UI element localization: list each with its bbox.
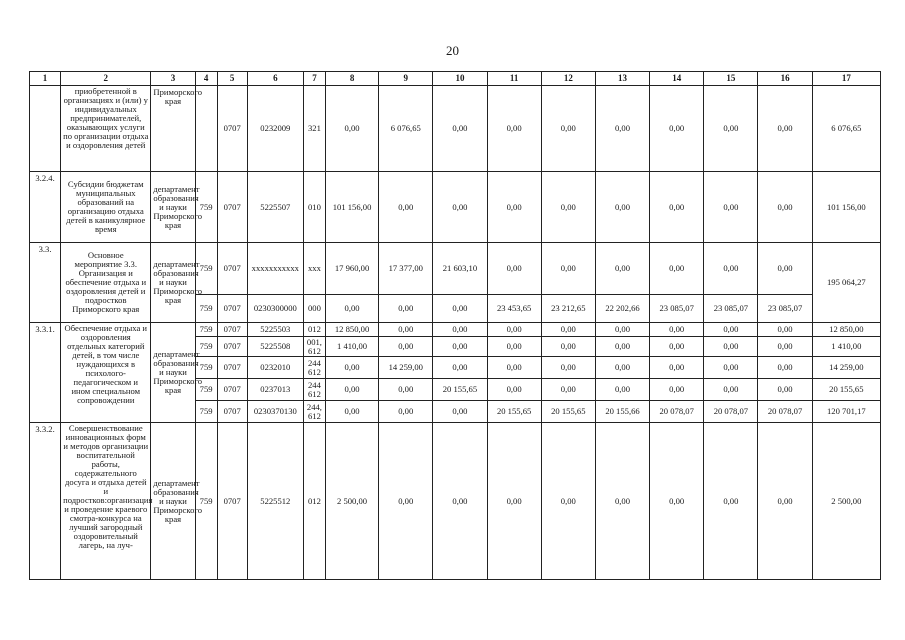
cell-value: 0,00 xyxy=(595,423,649,580)
header-cell: 16 xyxy=(758,72,812,86)
cell-total: 1 410,00 xyxy=(812,337,880,357)
cell-value: 0,00 xyxy=(758,172,812,242)
cell-value: 20 155,65 xyxy=(433,379,487,401)
cell-value: 12 850,00 xyxy=(325,322,378,336)
cell-total: 12 850,00 xyxy=(812,322,880,336)
header-cell: 5 xyxy=(217,72,247,86)
header-cell: 3 xyxy=(151,72,195,86)
row-id: 3.3.2. xyxy=(30,423,61,580)
cell-vr: 244, 612 xyxy=(303,401,325,423)
cell-value: 23 085,07 xyxy=(758,294,812,322)
cell-rzpr: 0707 xyxy=(217,172,247,242)
header-row xyxy=(30,72,881,86)
cell-csr: 0232010 xyxy=(247,357,303,379)
cell-csr: 0232009 xyxy=(247,86,303,172)
cell-value: 0,00 xyxy=(650,337,704,357)
cell-value: 0,00 xyxy=(758,242,812,294)
cell-total: 20 155,65 xyxy=(812,379,880,401)
cell-value: 0,00 xyxy=(379,172,433,242)
cell-value: 0,00 xyxy=(487,337,541,357)
cell-value: 0,00 xyxy=(704,86,758,172)
cell-value: 14 259,00 xyxy=(379,357,433,379)
cell-grbs: 759 xyxy=(195,357,217,379)
cell-value: 0,00 xyxy=(704,357,758,379)
cell-value: 0,00 xyxy=(704,242,758,294)
cell-value: 0,00 xyxy=(379,379,433,401)
cell-vr: 000 xyxy=(303,294,325,322)
cell-value: 0,00 xyxy=(433,423,487,580)
row-id: 3.2.4. xyxy=(30,172,61,242)
row-description: Обеспечение отдыха и оздоровления отдельных категорий детей, в том числе нуждающихся в психолого-педагогическом и ином специальном сопровождении xyxy=(61,322,151,422)
cell-vr: 012 xyxy=(303,322,325,336)
cell-value: 0,00 xyxy=(541,423,595,580)
table-row xyxy=(30,172,881,242)
cell-value: 0,00 xyxy=(650,86,704,172)
cell-grbs: 759 xyxy=(195,322,217,336)
table-row xyxy=(30,242,881,294)
cell-value: 0,00 xyxy=(595,242,649,294)
cell-value: 0,00 xyxy=(433,86,487,172)
cell-value: 0,00 xyxy=(325,379,378,401)
cell-value: 0,00 xyxy=(704,379,758,401)
cell-value: 0,00 xyxy=(325,86,378,172)
cell-value: 0,00 xyxy=(650,322,704,336)
cell-value: 0,00 xyxy=(487,322,541,336)
cell-value: 23 085,07 xyxy=(650,294,704,322)
cell-value: 1 410,00 xyxy=(325,337,378,357)
cell-vr: ххх xyxy=(303,242,325,294)
cell-value: 0,00 xyxy=(758,337,812,357)
cell-value: 20 078,07 xyxy=(758,401,812,423)
cell-value: 101 156,00 xyxy=(325,172,378,242)
cell-value: 0,00 xyxy=(595,379,649,401)
cell-value: 20 155,66 xyxy=(595,401,649,423)
cell-value: 0,00 xyxy=(541,322,595,336)
header-cell: 13 xyxy=(595,72,649,86)
cell-csr: 5225512 xyxy=(247,423,303,580)
cell-value: 0,00 xyxy=(379,322,433,336)
budget-table xyxy=(29,71,881,580)
cell-value: 0,00 xyxy=(379,401,433,423)
cell-value: 0,00 xyxy=(433,357,487,379)
cell-value: 2 500,00 xyxy=(325,423,378,580)
cell-value: 0,00 xyxy=(650,357,704,379)
cell-rzpr: 0707 xyxy=(217,86,247,172)
cell-grbs: 759 xyxy=(195,337,217,357)
cell-value: 0,00 xyxy=(704,423,758,580)
header-cell: 10 xyxy=(433,72,487,86)
cell-value: 17 377,00 xyxy=(379,242,433,294)
cell-vr: 012 xyxy=(303,423,325,580)
cell-value: 0,00 xyxy=(595,357,649,379)
cell-grbs: 759 xyxy=(195,401,217,423)
row-id: 3.3. xyxy=(30,242,61,322)
cell-total: 2 500,00 xyxy=(812,423,880,580)
row-description: Субсидии бюджетам муниципальных образований на организацию отдыха детей в каникулярное время xyxy=(61,172,151,242)
cell-rzpr: 0707 xyxy=(217,379,247,401)
cell-rzpr: 0707 xyxy=(217,337,247,357)
row-department: департамент образования и науки Приморского края xyxy=(151,322,195,422)
cell-total: 101 156,00 xyxy=(812,172,880,242)
cell-vr: 244 612 xyxy=(303,379,325,401)
page-number: 20 xyxy=(446,43,459,58)
cell-grbs: 759 xyxy=(195,423,217,580)
row-id: 3.3.1. xyxy=(30,322,61,422)
cell-value: 0,00 xyxy=(433,172,487,242)
row-department: департамент образования и науки Приморского края xyxy=(151,242,195,322)
cell-value: 0,00 xyxy=(704,172,758,242)
cell-csr: 0237013 xyxy=(247,379,303,401)
cell-value: 0,00 xyxy=(325,357,378,379)
cell-grbs: 759 xyxy=(195,172,217,242)
cell-total: 195 064,27 xyxy=(812,242,880,322)
cell-value: 0,00 xyxy=(758,379,812,401)
header-cell: 1 xyxy=(30,72,61,86)
cell-value: 0,00 xyxy=(595,337,649,357)
header-cell: 4 xyxy=(195,72,217,86)
cell-rzpr: 0707 xyxy=(217,423,247,580)
cell-value: 0,00 xyxy=(704,322,758,336)
cell-total: 6 076,65 xyxy=(812,86,880,172)
cell-total: 14 259,00 xyxy=(812,357,880,379)
row-id xyxy=(30,86,61,172)
cell-value: 0,00 xyxy=(379,294,433,322)
cell-value: 0,00 xyxy=(541,86,595,172)
header-cell: 9 xyxy=(379,72,433,86)
cell-value: 0,00 xyxy=(487,242,541,294)
cell-total: 120 701,17 xyxy=(812,401,880,423)
table-row xyxy=(30,86,881,172)
cell-grbs: 759 xyxy=(195,379,217,401)
cell-value: 0,00 xyxy=(325,294,378,322)
row-description: Основное мероприятие 3.3. Организация и обеспечение отдыха и оздоровления детей и подростков Приморского края xyxy=(61,242,151,322)
cell-value: 0,00 xyxy=(650,379,704,401)
cell-value: 17 960,00 xyxy=(325,242,378,294)
cell-csr: 5225508 xyxy=(247,337,303,357)
cell-csr: 5225507 xyxy=(247,172,303,242)
cell-value: 6 076,65 xyxy=(379,86,433,172)
cell-value: 0,00 xyxy=(758,86,812,172)
header-cell: 7 xyxy=(303,72,325,86)
cell-value: 22 202,66 xyxy=(595,294,649,322)
row-description: Совершенствование инновационных форм и методов организации воспитательной работы, содержательного досуга и отдыха детей и подростков:организация и проведение краевого смотра-конкурса на лучший загородный оздоровительный лагерь, на луч- xyxy=(61,423,151,580)
header-cell: 17 xyxy=(812,72,880,86)
cell-value: 0,00 xyxy=(650,423,704,580)
cell-value: 0,00 xyxy=(758,357,812,379)
cell-value: 0,00 xyxy=(325,401,378,423)
cell-value: 20 155,65 xyxy=(541,401,595,423)
cell-csr: 5225503 xyxy=(247,322,303,336)
table-row xyxy=(30,322,881,336)
header-cell: 14 xyxy=(650,72,704,86)
cell-value: 23 212,65 xyxy=(541,294,595,322)
cell-value: 0,00 xyxy=(487,379,541,401)
cell-value: 0,00 xyxy=(704,337,758,357)
row-description: приобретенной в организациях и (или) у индивидуальных предпринимателей, оказывающих услуги по организации отдыха и оздоровления детей xyxy=(61,86,151,172)
cell-value: 20 155,65 xyxy=(487,401,541,423)
cell-value: 23 085,07 xyxy=(704,294,758,322)
cell-value: 0,00 xyxy=(650,172,704,242)
cell-value: 0,00 xyxy=(541,379,595,401)
cell-value: 0,00 xyxy=(541,337,595,357)
cell-rzpr: 0707 xyxy=(217,322,247,336)
cell-vr: 010 xyxy=(303,172,325,242)
cell-rzpr: 0707 xyxy=(217,242,247,294)
cell-vr: 321 xyxy=(303,86,325,172)
cell-value: 0,00 xyxy=(487,423,541,580)
cell-value: 23 453,65 xyxy=(487,294,541,322)
header-cell: 12 xyxy=(541,72,595,86)
cell-value: 0,00 xyxy=(433,401,487,423)
cell-value: 0,00 xyxy=(487,172,541,242)
cell-rzpr: 0707 xyxy=(217,357,247,379)
cell-value: 0,00 xyxy=(379,337,433,357)
cell-csr: ххххххххххх xyxy=(247,242,303,294)
header-cell: 2 xyxy=(61,72,151,86)
cell-value: 20 078,07 xyxy=(650,401,704,423)
cell-value: 0,00 xyxy=(595,322,649,336)
cell-value: 0,00 xyxy=(758,423,812,580)
cell-rzpr: 0707 xyxy=(217,294,247,322)
cell-value: 0,00 xyxy=(758,322,812,336)
cell-value: 0,00 xyxy=(379,423,433,580)
cell-grbs xyxy=(195,86,217,172)
cell-grbs: 759 xyxy=(195,242,217,294)
cell-vr: 001, 612 xyxy=(303,337,325,357)
cell-csr: 0230300000 xyxy=(247,294,303,322)
cell-value: 0,00 xyxy=(433,294,487,322)
header-cell: 6 xyxy=(247,72,303,86)
cell-value: 0,00 xyxy=(541,242,595,294)
row-department: департамент образования и науки Приморского края xyxy=(151,423,195,580)
cell-csr: 0230370130 xyxy=(247,401,303,423)
cell-vr: 244 612 xyxy=(303,357,325,379)
cell-value: 0,00 xyxy=(595,172,649,242)
cell-value: 0,00 xyxy=(650,242,704,294)
cell-value: 0,00 xyxy=(595,86,649,172)
table-row xyxy=(30,423,881,580)
cell-value: 0,00 xyxy=(541,172,595,242)
cell-rzpr: 0707 xyxy=(217,401,247,423)
cell-value: 0,00 xyxy=(541,357,595,379)
row-department: департамент образования и науки Приморского края xyxy=(151,172,195,242)
header-cell: 15 xyxy=(704,72,758,86)
cell-grbs: 759 xyxy=(195,294,217,322)
cell-value: 21 603,10 xyxy=(433,242,487,294)
row-department: Приморского края xyxy=(151,86,195,172)
cell-value: 20 078,07 xyxy=(704,401,758,423)
cell-value: 0,00 xyxy=(487,86,541,172)
header-cell: 11 xyxy=(487,72,541,86)
header-cell: 8 xyxy=(325,72,378,86)
cell-value: 0,00 xyxy=(433,322,487,336)
cell-value: 0,00 xyxy=(487,357,541,379)
cell-value: 0,00 xyxy=(433,337,487,357)
